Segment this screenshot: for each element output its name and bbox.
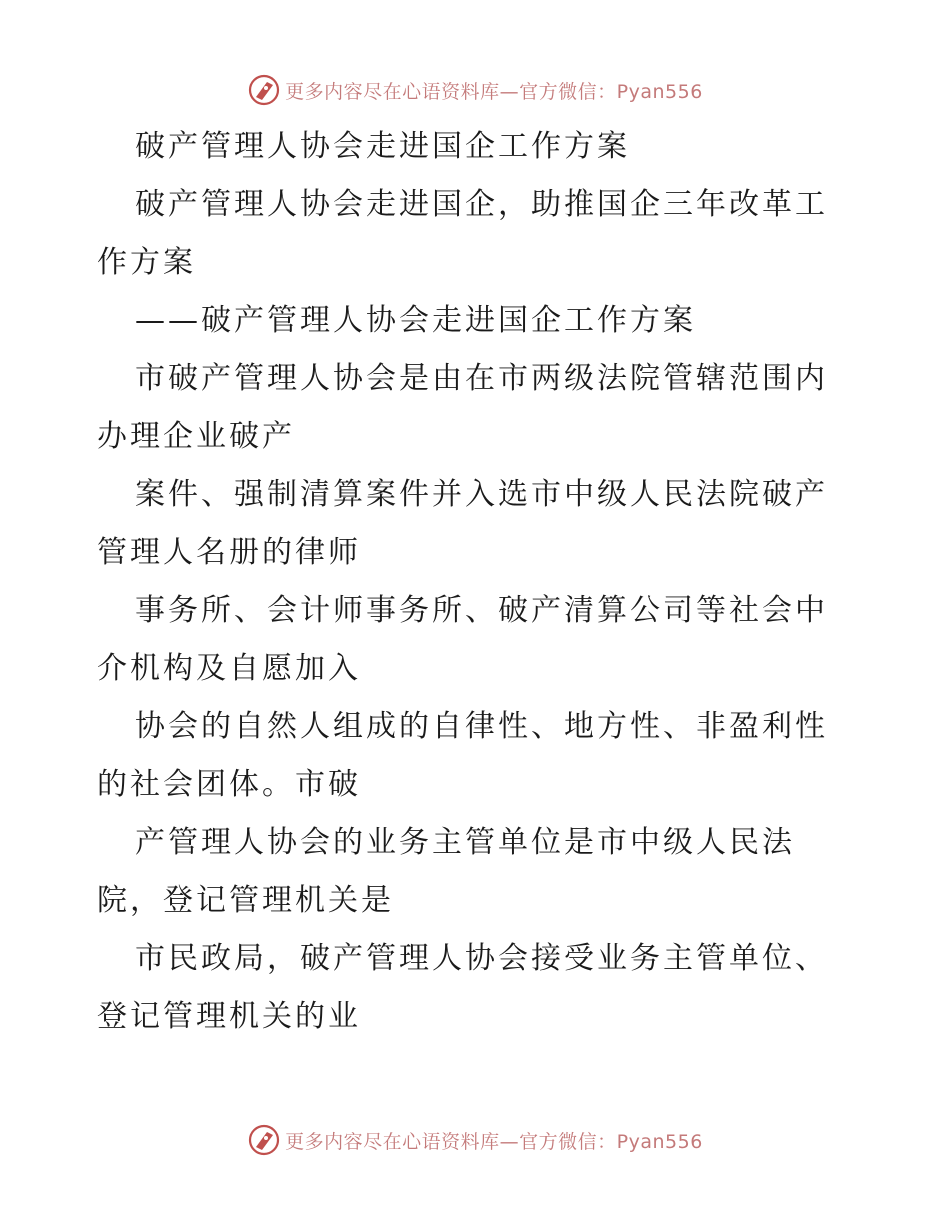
text-line: 破产管理人协会走进国企，助推国企三年改革工 bbox=[135, 187, 828, 222]
watermark-text: 更多内容尽在心语资料库—官方微信：Pyan556 bbox=[285, 80, 703, 103]
text-line: 产管理人协会的业务主管单位是市中级人民法 bbox=[135, 825, 795, 860]
text-line: 协会的自然人组成的自律性、地方性、非盈利性 bbox=[135, 709, 828, 744]
text-line: ——破产管理人协会走进国企工作方案 bbox=[135, 303, 696, 338]
text-line: 办理企业破产 bbox=[97, 419, 295, 454]
text-line: 的社会团体。市破 bbox=[97, 767, 361, 802]
watermark-text: 更多内容尽在心语资料库—官方微信：Pyan556 bbox=[285, 1130, 703, 1153]
pen-nib-circle-icon bbox=[247, 1123, 281, 1157]
watermark-header bbox=[0, 70, 950, 110]
text-line: 登记管理机关的业 bbox=[97, 999, 361, 1034]
document-title: 破产管理人协会走进国企工作方案 bbox=[135, 129, 630, 164]
text-line: 介机构及自愿加入 bbox=[97, 651, 361, 686]
watermark-footer bbox=[0, 1120, 950, 1160]
pen-nib-circle-icon bbox=[247, 73, 281, 107]
text-line: 管理人名册的律师 bbox=[97, 535, 361, 570]
text-line: 院，登记管理机关是 bbox=[97, 883, 394, 918]
text-line: 市民政局，破产管理人协会接受业务主管单位、 bbox=[135, 941, 828, 976]
text-line: 作方案 bbox=[97, 245, 196, 280]
document-body bbox=[97, 118, 857, 1046]
text-line: 市破产管理人协会是由在市两级法院管辖范围内 bbox=[135, 361, 828, 396]
text-line: 案件、强制清算案件并入选市中级人民法院破产 bbox=[135, 477, 828, 512]
text-line: 事务所、会计师事务所、破产清算公司等社会中 bbox=[135, 593, 828, 628]
